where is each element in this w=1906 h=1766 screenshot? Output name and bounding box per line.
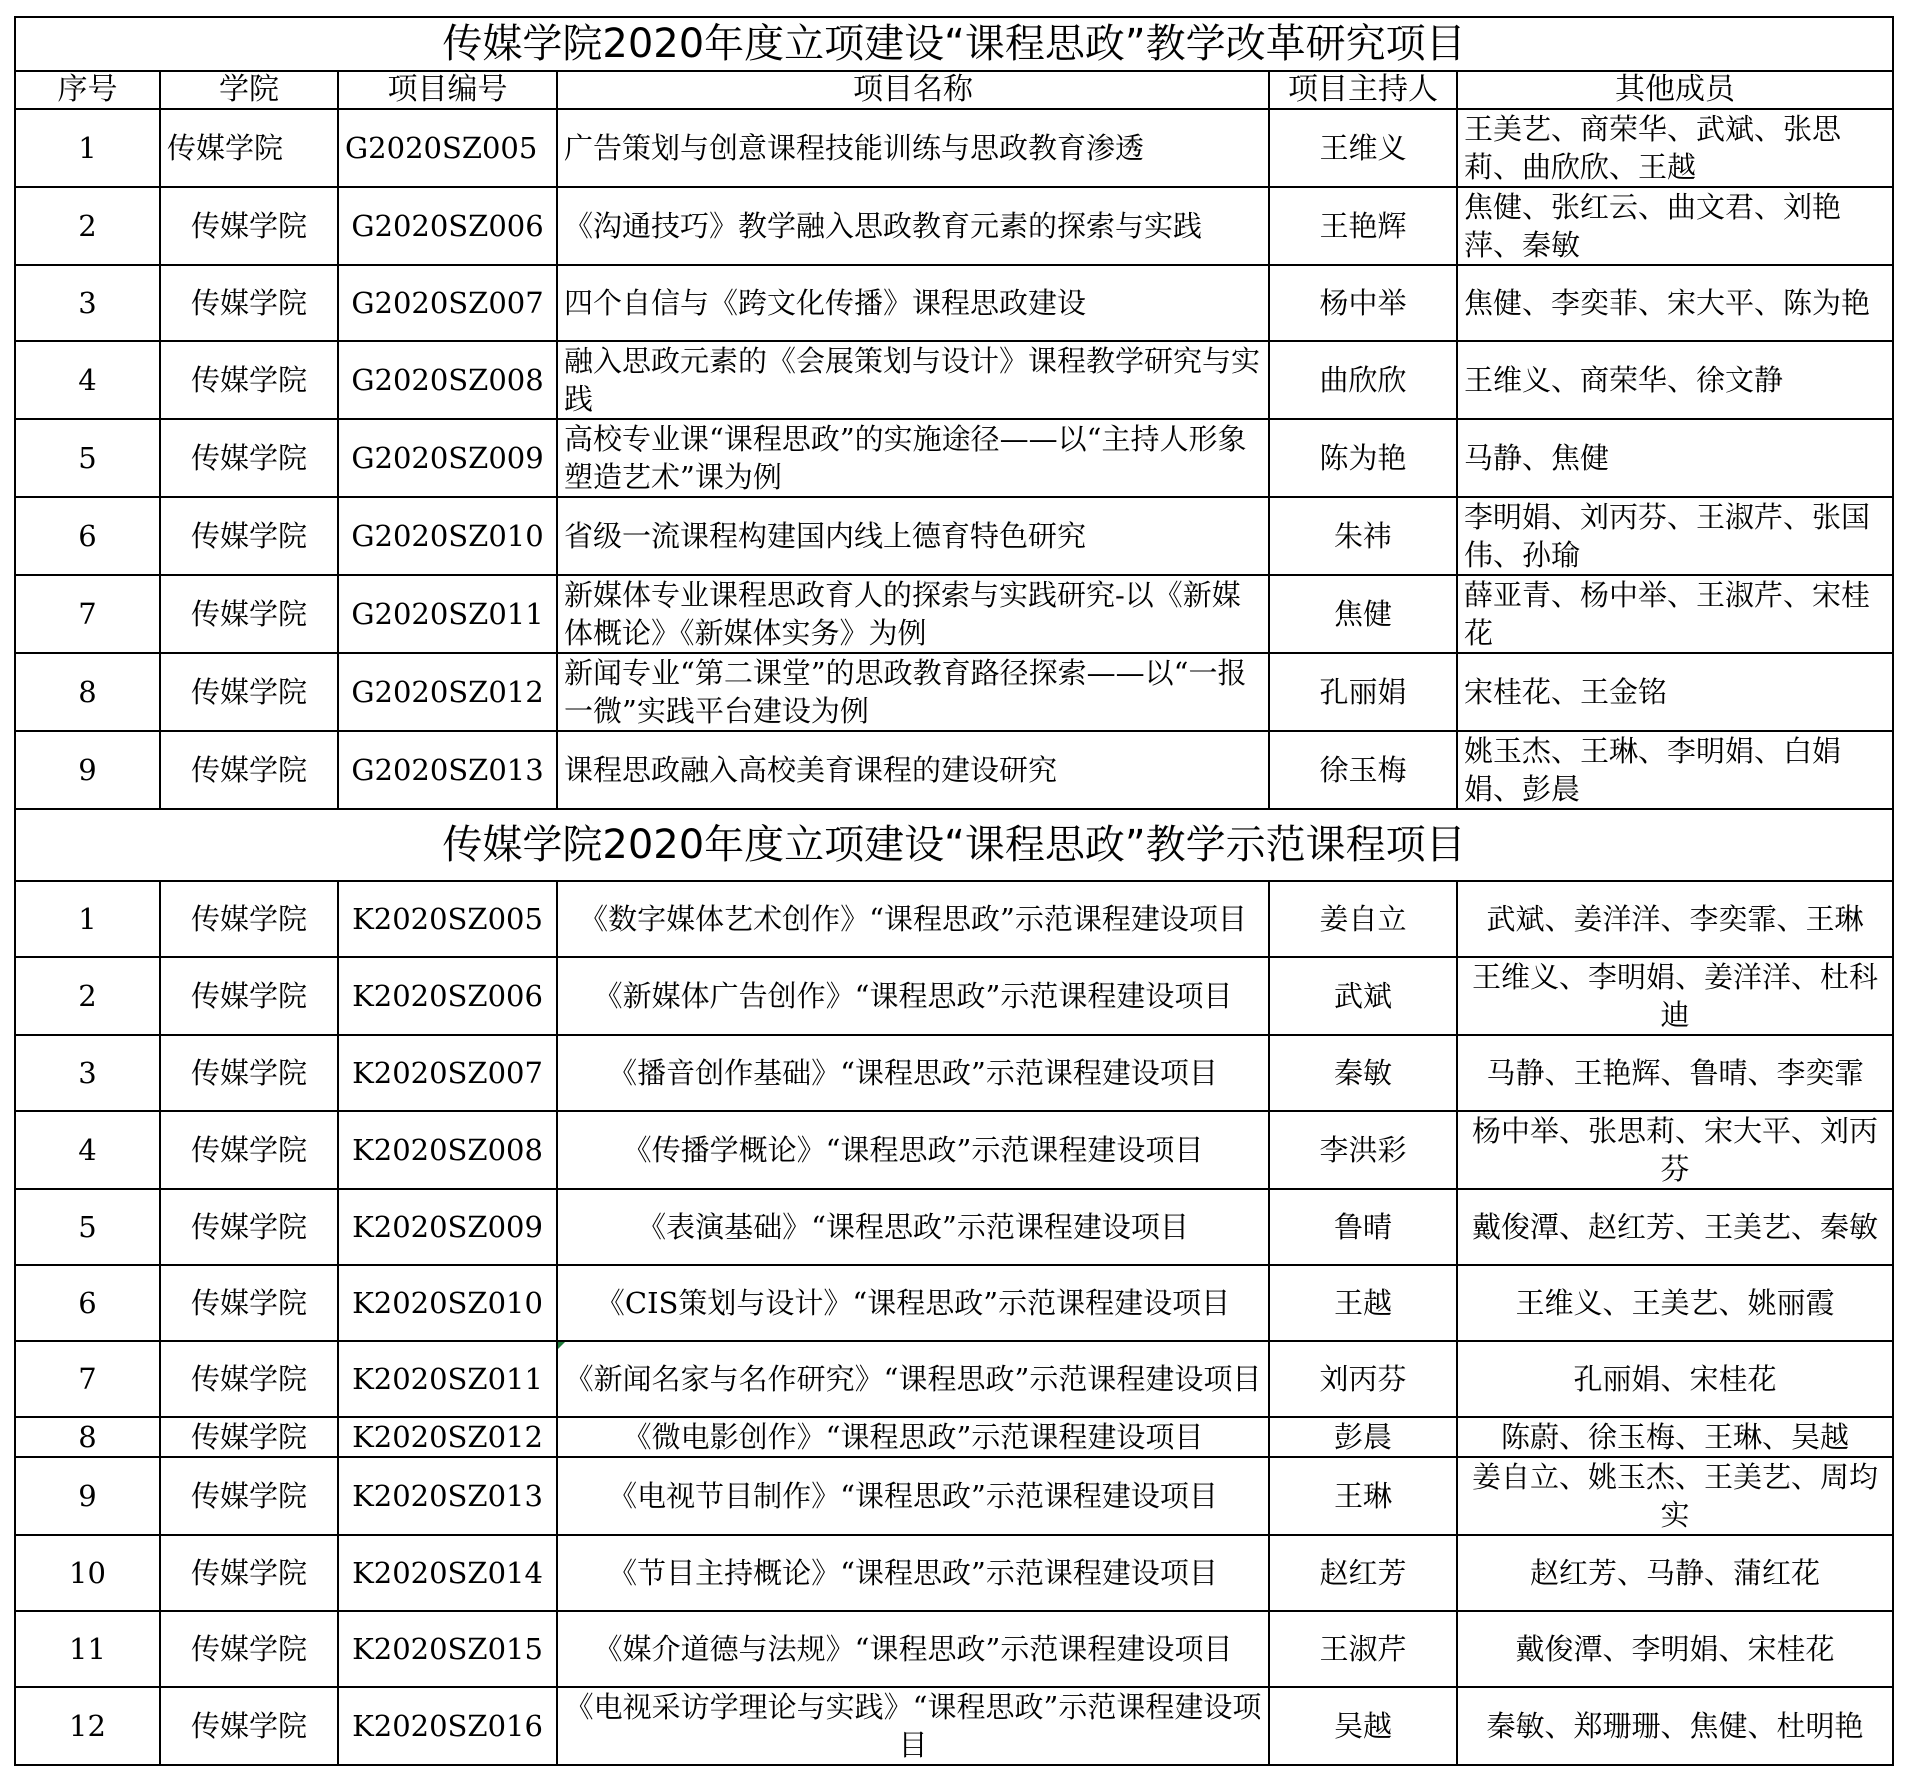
cell-project-name: 课程思政融入高校美育课程的建设研究 xyxy=(557,731,1269,809)
cell-host: 秦敏 xyxy=(1269,1035,1457,1111)
table-row xyxy=(15,1189,1893,1265)
cell-members: 王维义、商荣华、徐文静 xyxy=(1457,341,1893,419)
cell-host: 王维义 xyxy=(1269,109,1457,187)
cell-project-code: G2020SZ013 xyxy=(338,731,557,809)
cell-members: 戴俊潭、李明娟、宋桂花 xyxy=(1457,1611,1893,1687)
cell-college: 传媒学院 xyxy=(160,731,338,809)
table-row xyxy=(15,1457,1893,1535)
column-header: 序号 xyxy=(15,71,160,109)
cell-host: 鲁晴 xyxy=(1269,1189,1457,1265)
cell-project-code: G2020SZ005 xyxy=(338,109,557,187)
cell-college: 传媒学院 xyxy=(160,1535,338,1611)
cell-project-code: G2020SZ011 xyxy=(338,575,557,653)
section-title-course-row xyxy=(15,809,1893,881)
cell-project-code: K2020SZ009 xyxy=(338,1189,557,1265)
cell-project-code: G2020SZ007 xyxy=(338,265,557,341)
cell-members: 李明娟、刘丙芬、王淑芹、张国伟、孙瑜 xyxy=(1457,497,1893,575)
cell-project-name: 广告策划与创意课程技能训练与思政教育渗透 xyxy=(557,109,1269,187)
cell-index: 5 xyxy=(15,1189,160,1265)
cell-index: 6 xyxy=(15,1265,160,1341)
cell-college: 传媒学院 xyxy=(160,341,338,419)
cell-index: 2 xyxy=(15,957,160,1035)
cell-host: 刘丙芬 xyxy=(1269,1341,1457,1417)
cell-index: 4 xyxy=(15,1111,160,1189)
cell-project-name: 《新媒体广告创作》“课程思政”示范课程建设项目 xyxy=(557,957,1269,1035)
cell-project-code: K2020SZ005 xyxy=(338,881,557,957)
cell-project-name: 省级一流课程构建国内线上德育特色研究 xyxy=(557,497,1269,575)
cell-host: 赵红芳 xyxy=(1269,1535,1457,1611)
cell-college: 传媒学院 xyxy=(160,1265,338,1341)
cell-project-code: K2020SZ007 xyxy=(338,1035,557,1111)
cell-members: 焦健、张红云、曲文君、刘艳萍、秦敏 xyxy=(1457,187,1893,265)
project-table xyxy=(14,16,1894,1766)
cell-index: 3 xyxy=(15,1035,160,1111)
cell-host: 王淑芹 xyxy=(1269,1611,1457,1687)
cell-college: 传媒学院 xyxy=(160,1341,338,1417)
cell-host: 李洪彩 xyxy=(1269,1111,1457,1189)
section-title-course: 传媒学院2020年度立项建设“课程思政”教学示范课程项目 xyxy=(15,809,1893,881)
cell-project-name: 《数字媒体艺术创作》“课程思政”示范课程建设项目 xyxy=(557,881,1269,957)
cell-project-name: 《新闻名家与名作研究》“课程思政”示范课程建设项目 xyxy=(557,1341,1269,1417)
cell-project-code: K2020SZ010 xyxy=(338,1265,557,1341)
cell-college: 传媒学院 xyxy=(160,1611,338,1687)
cell-members: 王美艺、商荣华、武斌、张思莉、曲欣欣、王越 xyxy=(1457,109,1893,187)
cell-college: 传媒学院 xyxy=(160,419,338,497)
table-row xyxy=(15,1535,1893,1611)
section-title-research-row xyxy=(15,17,1893,71)
cell-index: 1 xyxy=(15,109,160,187)
cell-project-code: G2020SZ012 xyxy=(338,653,557,731)
cell-project-name: 新闻专业“第二课堂”的思政教育路径探索——以“一报一微”实践平台建设为例 xyxy=(557,653,1269,731)
cell-members: 王维义、李明娟、姜洋洋、杜科迪 xyxy=(1457,957,1893,1035)
cell-members: 武斌、姜洋洋、李奕霏、王琳 xyxy=(1457,881,1893,957)
table-row xyxy=(15,881,1893,957)
cell-host: 武斌 xyxy=(1269,957,1457,1035)
cell-college: 传媒学院 xyxy=(160,109,338,187)
cell-project-code: K2020SZ014 xyxy=(338,1535,557,1611)
table-row xyxy=(15,1111,1893,1189)
cell-project-name: 《电视采访学理论与实践》“课程思政”示范课程建设项目 xyxy=(557,1687,1269,1765)
cell-members: 杨中举、张思莉、宋大平、刘丙芬 xyxy=(1457,1111,1893,1189)
cell-host: 曲欣欣 xyxy=(1269,341,1457,419)
column-header: 项目名称 xyxy=(557,71,1269,109)
cell-index: 12 xyxy=(15,1687,160,1765)
table-row xyxy=(15,1687,1893,1765)
cell-host: 焦健 xyxy=(1269,575,1457,653)
cell-members: 马静、王艳辉、鲁晴、李奕霏 xyxy=(1457,1035,1893,1111)
table-row xyxy=(15,1417,1893,1457)
header-row xyxy=(15,71,1893,109)
table-row xyxy=(15,109,1893,187)
cell-index: 10 xyxy=(15,1535,160,1611)
cell-project-code: G2020SZ008 xyxy=(338,341,557,419)
cell-members: 赵红芳、马静、蒲红花 xyxy=(1457,1535,1893,1611)
cell-project-code: K2020SZ008 xyxy=(338,1111,557,1189)
cell-members: 秦敏、郑珊珊、焦健、杜明艳 xyxy=(1457,1687,1893,1765)
cell-index: 1 xyxy=(15,881,160,957)
cell-project-code: G2020SZ006 xyxy=(338,187,557,265)
cell-host: 孔丽娟 xyxy=(1269,653,1457,731)
column-header: 其他成员 xyxy=(1457,71,1893,109)
cell-college: 传媒学院 xyxy=(160,1189,338,1265)
table-row xyxy=(15,1611,1893,1687)
cell-project-code: K2020SZ015 xyxy=(338,1611,557,1687)
cell-index: 4 xyxy=(15,341,160,419)
cell-members: 马静、焦健 xyxy=(1457,419,1893,497)
cell-host: 杨中举 xyxy=(1269,265,1457,341)
section-title-research: 传媒学院2020年度立项建设“课程思政”教学改革研究项目 xyxy=(15,17,1893,71)
cell-college: 传媒学院 xyxy=(160,265,338,341)
cell-host: 朱祎 xyxy=(1269,497,1457,575)
cell-members: 孔丽娟、宋桂花 xyxy=(1457,1341,1893,1417)
column-header: 学院 xyxy=(160,71,338,109)
cell-project-name: 《电视节目制作》“课程思政”示范课程建设项目 xyxy=(557,1457,1269,1535)
cell-project-code: K2020SZ013 xyxy=(338,1457,557,1535)
cell-college: 传媒学院 xyxy=(160,1111,338,1189)
cell-members: 戴俊潭、赵红芳、王美艺、秦敏 xyxy=(1457,1189,1893,1265)
cell-index: 7 xyxy=(15,1341,160,1417)
cell-college: 传媒学院 xyxy=(160,187,338,265)
cell-host: 吴越 xyxy=(1269,1687,1457,1765)
table-row xyxy=(15,1035,1893,1111)
cell-members: 姜自立、姚玉杰、王美艺、周均实 xyxy=(1457,1457,1893,1535)
cell-members: 姚玉杰、王琳、李明娟、白娟娟、彭晨 xyxy=(1457,731,1893,809)
table-row xyxy=(15,187,1893,265)
cell-project-code: K2020SZ016 xyxy=(338,1687,557,1765)
cell-index: 11 xyxy=(15,1611,160,1687)
column-header: 项目主持人 xyxy=(1269,71,1457,109)
cell-index: 2 xyxy=(15,187,160,265)
cell-project-name: 《沟通技巧》教学融入思政教育元素的探索与实践 xyxy=(557,187,1269,265)
cell-members: 宋桂花、王金铭 xyxy=(1457,653,1893,731)
cell-host: 姜自立 xyxy=(1269,881,1457,957)
cell-project-code: K2020SZ006 xyxy=(338,957,557,1035)
cell-project-name: 《传播学概论》“课程思政”示范课程建设项目 xyxy=(557,1111,1269,1189)
cell-project-code: G2020SZ010 xyxy=(338,497,557,575)
cell-college: 传媒学院 xyxy=(160,1457,338,1535)
cell-project-name: 新媒体专业课程思政育人的探索与实践研究-以《新媒体概论》《新媒体实务》为例 xyxy=(557,575,1269,653)
table-row xyxy=(15,341,1893,419)
cell-index: 7 xyxy=(15,575,160,653)
cell-members: 薛亚青、杨中举、王淑芹、宋桂花 xyxy=(1457,575,1893,653)
cell-host: 王艳辉 xyxy=(1269,187,1457,265)
cell-college: 传媒学院 xyxy=(160,575,338,653)
table-row xyxy=(15,265,1893,341)
table-row xyxy=(15,653,1893,731)
table-row xyxy=(15,1341,1893,1417)
column-header: 项目编号 xyxy=(338,71,557,109)
cell-project-name: 《微电影创作》“课程思政”示范课程建设项目 xyxy=(557,1417,1269,1457)
table-row xyxy=(15,419,1893,497)
cell-members: 陈蔚、徐玉梅、王琳、吴越 xyxy=(1457,1417,1893,1457)
cell-project-name: 《播音创作基础》“课程思政”示范课程建设项目 xyxy=(557,1035,1269,1111)
cell-college: 传媒学院 xyxy=(160,497,338,575)
cell-project-name: 《表演基础》“课程思政”示范课程建设项目 xyxy=(557,1189,1269,1265)
cell-index: 5 xyxy=(15,419,160,497)
cell-project-name: 四个自信与《跨文化传播》课程思政建设 xyxy=(557,265,1269,341)
cell-index: 9 xyxy=(15,731,160,809)
cell-college: 传媒学院 xyxy=(160,957,338,1035)
cell-project-name: 融入思政元素的《会展策划与设计》课程教学研究与实践 xyxy=(557,341,1269,419)
cell-college: 传媒学院 xyxy=(160,881,338,957)
cell-host: 陈为艳 xyxy=(1269,419,1457,497)
cell-index: 6 xyxy=(15,497,160,575)
table-row xyxy=(15,1265,1893,1341)
table-row xyxy=(15,957,1893,1035)
cell-college: 传媒学院 xyxy=(160,1687,338,1765)
cell-project-name: 《媒介道德与法规》“课程思政”示范课程建设项目 xyxy=(557,1611,1269,1687)
cell-index: 8 xyxy=(15,653,160,731)
cell-project-code: K2020SZ012 xyxy=(338,1417,557,1457)
cell-project-name: 高校专业课“课程思政”的实施途径——以“主持人形象塑造艺术”课为例 xyxy=(557,419,1269,497)
cell-host: 王越 xyxy=(1269,1265,1457,1341)
cell-host: 彭晨 xyxy=(1269,1417,1457,1457)
cell-college: 传媒学院 xyxy=(160,1035,338,1111)
cell-project-code: G2020SZ009 xyxy=(338,419,557,497)
cell-college: 传媒学院 xyxy=(160,1417,338,1457)
table-row xyxy=(15,497,1893,575)
cell-project-name: 《CIS策划与设计》“课程思政”示范课程建设项目 xyxy=(557,1265,1269,1341)
table-row xyxy=(15,575,1893,653)
cell-host: 徐玉梅 xyxy=(1269,731,1457,809)
cell-index: 8 xyxy=(15,1417,160,1457)
cell-college: 传媒学院 xyxy=(160,653,338,731)
cell-project-code: K2020SZ011 xyxy=(338,1341,557,1417)
cell-host: 王琳 xyxy=(1269,1457,1457,1535)
cell-members: 王维义、王美艺、姚丽霞 xyxy=(1457,1265,1893,1341)
cell-index: 9 xyxy=(15,1457,160,1535)
cell-project-name: 《节目主持概论》“课程思政”示范课程建设项目 xyxy=(557,1535,1269,1611)
table-row xyxy=(15,731,1893,809)
cell-index: 3 xyxy=(15,265,160,341)
cell-members: 焦健、李奕菲、宋大平、陈为艳 xyxy=(1457,265,1893,341)
